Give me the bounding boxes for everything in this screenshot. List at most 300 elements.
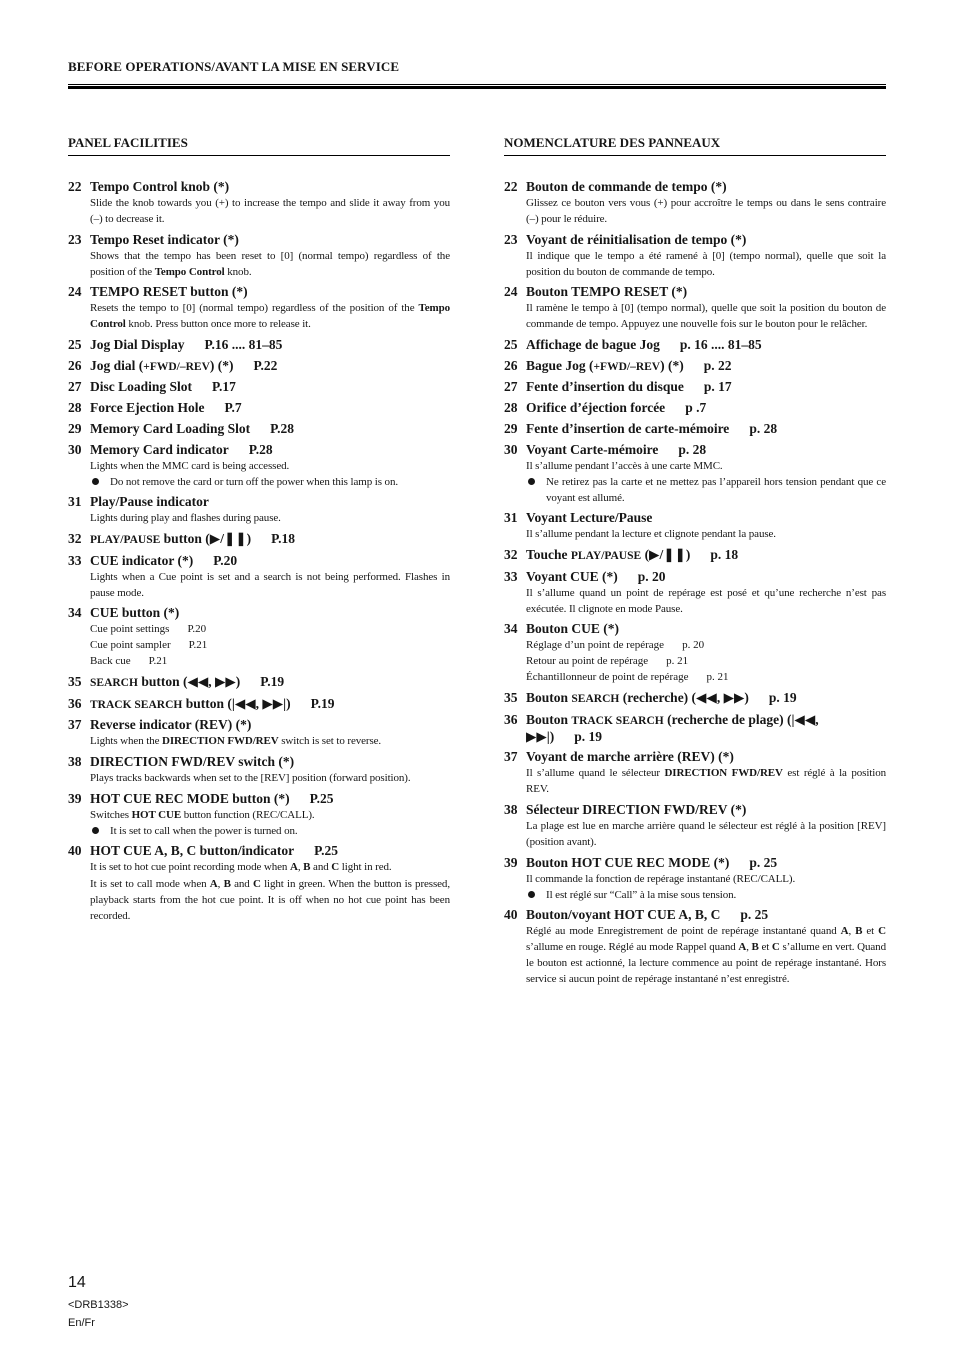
item-number: 36 (68, 695, 82, 711)
item-title (90, 232, 450, 248)
feature-item-36 (68, 696, 450, 713)
item-title (90, 379, 450, 395)
item-number: 25 (68, 337, 82, 353)
document-code: <DRB1338> (68, 1299, 129, 1311)
item-title (526, 337, 886, 353)
bold-term: DIRECTION FWD/REV (664, 767, 783, 780)
text-segment: Memory Card indicator (90, 441, 229, 457)
section-heading-english: PANEL FACILITIES (68, 135, 450, 156)
sub-item (526, 669, 886, 685)
sub-item-page: P.20 (187, 623, 207, 636)
item-title (90, 284, 450, 300)
sub-item-page: p. 20 (682, 639, 705, 652)
item-page-ref: P.18 (271, 530, 295, 546)
text-segment: Jog dial ( (90, 357, 144, 373)
item-body (90, 553, 450, 601)
item-number: 28 (504, 400, 518, 416)
item-body (90, 421, 450, 437)
item-title (90, 358, 450, 375)
text-segment: Bouton HOT CUE REC MODE (*) (526, 854, 730, 870)
sub-item-page: P.21 (188, 639, 208, 652)
feature-item-37 (504, 749, 886, 797)
item-body (526, 284, 886, 332)
item-page-ref: P.16 .... 81–85 (204, 337, 283, 353)
item-page-ref: P.22 (253, 357, 278, 373)
small-caps-term: +FWD/–REV (593, 360, 661, 373)
text-segment: ) (*) (209, 357, 234, 373)
item-title (526, 690, 886, 707)
bold-term: A (738, 941, 747, 954)
item-body (526, 421, 886, 437)
bold-term: B (751, 941, 759, 954)
item-title (526, 358, 886, 375)
item-number: 23 (68, 231, 82, 247)
bold-term: C (331, 861, 340, 874)
item-page-ref: P.19 (310, 695, 335, 711)
text-segment: Voyant CUE (*) (526, 568, 618, 584)
item-title (526, 442, 886, 458)
item-title (90, 674, 450, 691)
sub-list (90, 621, 450, 669)
sub-item (90, 653, 450, 669)
item-page-ref: P.20 (213, 552, 238, 568)
item-body (90, 717, 450, 749)
text-segment: Disc Loading Slot (90, 379, 193, 395)
item-body (526, 802, 886, 850)
text-segment: Il indique que le tempo a été ramené à [0] (tempo normal), quelle que soit la position du bouton de commande de tempo. (526, 249, 886, 278)
bold-term: B (855, 925, 863, 938)
feature-item-29 (504, 421, 886, 437)
sub-item (526, 653, 886, 669)
item-number: 23 (504, 231, 518, 247)
feature-item-32 (68, 531, 450, 548)
item-page-ref: p. 25 (740, 907, 769, 923)
text-segment: knob. (224, 265, 252, 278)
feature-item-40 (504, 907, 886, 987)
item-body (526, 712, 886, 745)
text-segment: Play/Pause indicator (90, 494, 209, 510)
bullet-icon (528, 891, 535, 898)
item-body (90, 605, 450, 669)
text-segment: est réglé à la position REV. (526, 767, 886, 796)
item-body (90, 179, 450, 227)
text-segment: Sélecteur DIRECTION FWD/REV (*) (526, 802, 747, 817)
sub-item-label: Retour au point de repérage (526, 655, 649, 668)
item-title (526, 379, 886, 395)
text-segment: et (758, 941, 772, 954)
text-segment: Fente d’insertion de carte-mémoire (526, 420, 730, 436)
item-page-ref: P.25 (314, 843, 339, 859)
item-body (526, 569, 886, 617)
bullet-note (526, 887, 886, 903)
bold-term: C (252, 878, 261, 891)
text-segment: Lights when a Cue point is set and a search is not being performed. Flashes in pause mode. (90, 570, 450, 599)
item-body (90, 232, 450, 280)
item-title (526, 232, 886, 248)
item-page-ref: p. 20 (637, 568, 666, 584)
item-page-ref: P.28 (270, 420, 295, 436)
item-page-ref: P.7 (224, 400, 242, 416)
text-segment: Voyant Lecture/Pause (526, 510, 653, 526)
item-title (526, 547, 886, 564)
item-page-ref: P.17 (212, 379, 236, 395)
text-segment: , (746, 941, 752, 954)
item-description (526, 195, 886, 227)
text-segment: Lights when the (90, 735, 163, 748)
feature-item-25 (68, 337, 450, 353)
small-caps-term: PLAY/PAUSE (570, 549, 642, 562)
item-description (526, 526, 886, 542)
item-page-ref: P.28 (248, 441, 273, 457)
item-body (526, 179, 886, 227)
text-segment: DIRECTION FWD/REV switch (*) (90, 754, 295, 769)
item-page-ref: p. 28 (749, 420, 778, 436)
item-number: 26 (504, 357, 518, 373)
item-number: 40 (68, 843, 82, 859)
text-segment: , (297, 861, 304, 874)
item-page-ref: p. 18 (710, 546, 739, 562)
text-segment: and (230, 878, 253, 891)
item-body (526, 232, 886, 280)
bold-term: C (771, 941, 780, 954)
item-title (526, 907, 886, 923)
item-number: 31 (68, 494, 82, 510)
small-caps-term: +FWD/–REV (143, 360, 210, 373)
english-column (68, 135, 450, 929)
text-segment: Bouton CUE (*) (526, 621, 620, 637)
text-segment: knob. Press button once more to release it. (125, 318, 311, 331)
item-number: 24 (504, 284, 518, 300)
feature-item-38 (68, 754, 450, 786)
text-segment: Il ramène le tempo à [0] (tempo normal), quelle que soit la position du bouton de commande de tempo. Appuyez une nouvelle fois sur le bouton pour le relâcher. (526, 302, 886, 331)
bullet-text: It is set to call when the power is turned on. (110, 824, 298, 837)
item-description (526, 248, 886, 280)
item-body (90, 674, 450, 691)
item-page-ref: p .7 (685, 400, 707, 416)
feature-item-22 (504, 179, 886, 227)
text-segment: Affichage de bague Jog (526, 337, 660, 353)
sub-item-label: Cue point settings (90, 623, 170, 636)
feature-item-28 (504, 400, 886, 416)
item-description (526, 818, 886, 850)
text-segment: La plage est lue en marche arrière quand le sélecteur est réglé à la position [REV] (position avant). (526, 820, 886, 848)
item-body (526, 547, 886, 564)
feature-item-27 (504, 379, 886, 395)
item-number: 30 (68, 441, 82, 457)
item-description (90, 248, 450, 280)
text-segment: Reverse indicator (REV) (*) (90, 717, 252, 733)
bullet-note (90, 474, 450, 490)
text-segment: Glissez ce bouton vers vous (+) pour accroître le temps ou dans le sens contraire (–) pour le réduire. (526, 197, 886, 225)
text-segment: Touche (526, 546, 571, 562)
bold-term: C (878, 925, 886, 938)
text-segment: Voyant Carte-mémoire (526, 441, 659, 457)
sub-item-label: Échantillonneur de point de repérage (526, 671, 689, 684)
item-title (90, 717, 450, 733)
item-number: 29 (68, 420, 82, 436)
text-segment: Shows that the tempo has been reset to [0] (normal tempo) regardless of the position of the (90, 249, 450, 278)
text-segment: It is set to hot cue point recording mode when (90, 861, 290, 874)
item-body (90, 696, 450, 713)
text-segment: CUE indicator (*) (90, 552, 194, 568)
sub-item-label: Réglage d’un point de repérage (526, 639, 665, 652)
item-description (90, 807, 450, 823)
text-segment: Il commande la fonction de repérage instantané (REC/CALL). (526, 872, 796, 885)
sub-item-label: Cue point sampler (90, 639, 171, 652)
item-page-ref: p. 25 (749, 854, 778, 870)
sub-item (90, 637, 450, 653)
item-page-ref: p. 19 (574, 728, 602, 744)
item-number: 40 (504, 907, 518, 923)
item-page-ref: p. 19 (768, 689, 797, 705)
item-body (90, 284, 450, 332)
text-segment: button (▶/❚❚) (160, 530, 252, 546)
item-title (90, 442, 450, 458)
item-description (90, 770, 450, 786)
text-segment: (recherche) (◀◀, ▶▶) (619, 689, 749, 705)
text-segment: Slide the knob towards you (+) to increase the tempo and slide it away from you (–) to decrease it. (90, 197, 450, 225)
item-body (526, 749, 886, 797)
item-page-ref: p. 16 .... 81–85 (679, 337, 762, 353)
item-number: 31 (504, 510, 518, 526)
item-number: 36 (504, 711, 518, 727)
item-description (526, 923, 886, 987)
item-number: 37 (504, 749, 518, 765)
feature-item-30 (68, 442, 450, 490)
text-segment: button (◀◀, ▶▶) (137, 673, 241, 689)
sub-item-page: p. 21 (706, 671, 729, 684)
item-number: 35 (68, 673, 82, 689)
item-description (90, 859, 450, 875)
sub-item-page: P.21 (148, 655, 168, 668)
text-segment: HOT CUE REC MODE button (*) (90, 790, 290, 806)
item-description (90, 195, 450, 227)
item-title (90, 843, 450, 859)
item-description (90, 458, 450, 474)
sub-list (526, 637, 886, 685)
text-segment: Plays tracks backwards when set to the [REV] position (forward position). (90, 772, 411, 784)
item-number: 34 (504, 621, 518, 637)
text-segment: Voyant de réinitialisation de tempo (*) (526, 231, 747, 247)
text-segment: s’allume en vert. Quand le bouton est actionné, la lecture commence au point de repérage instantané. Hors service si aucun point de repérage instantané n’est enregistré. (526, 941, 886, 986)
item-number: 24 (68, 284, 82, 300)
feature-item-26 (68, 358, 450, 375)
text-segment: Lights during play and flashes during pause. (90, 512, 281, 525)
bold-term: B (223, 878, 231, 891)
item-title (526, 802, 886, 818)
header-rule-thin (68, 84, 886, 85)
text-segment: It is set to call mode when (90, 878, 210, 891)
text-segment: , (217, 878, 224, 891)
item-title (526, 749, 886, 765)
item-description (90, 876, 450, 924)
header-rule-thick (68, 86, 886, 89)
sub-item (90, 621, 450, 637)
item-title (90, 605, 450, 621)
item-body (526, 442, 886, 506)
item-title (526, 400, 886, 416)
item-title (90, 494, 450, 510)
bullet-note (526, 474, 886, 506)
item-number: 32 (504, 546, 518, 562)
item-number: 25 (504, 337, 518, 353)
feature-item-40 (68, 843, 450, 924)
item-title (526, 621, 886, 637)
text-segment: Bouton (526, 711, 572, 727)
item-body (526, 621, 886, 685)
item-title (90, 179, 450, 195)
text-segment: Il s’allume pendant la lecture et clignote pendant la pause. (526, 528, 776, 541)
item-title (526, 712, 886, 745)
small-caps-term: SEARCH (90, 676, 138, 689)
item-description (526, 300, 886, 332)
text-segment: Bouton de commande de tempo (*) (526, 179, 727, 194)
item-number: 29 (504, 420, 518, 436)
item-number: 38 (68, 754, 82, 769)
item-page-ref: P.25 (309, 790, 334, 806)
page-header-title: BEFORE OPERATIONS/AVANT LA MISE EN SERVICE (68, 59, 400, 74)
bold-term: Tempo Control (90, 302, 450, 331)
bullet-icon (92, 478, 99, 485)
feature-item-31 (504, 510, 886, 542)
feature-item-27 (68, 379, 450, 395)
feature-item-32 (504, 547, 886, 564)
feature-item-39 (504, 855, 886, 903)
item-number: 33 (68, 552, 82, 568)
text-segment: Force Ejection Hole (90, 400, 205, 416)
item-number: 30 (504, 441, 518, 457)
sub-item-page: p. 21 (666, 655, 689, 668)
bold-term: HOT CUE (131, 808, 182, 821)
text-segment: s’allume en rouge. Réglé au mode Rappel quand (526, 941, 739, 954)
small-caps-term: SEARCH (571, 692, 620, 705)
text-segment: HOT CUE A, B, C button/indicator (90, 843, 295, 859)
text-segment: Switches (90, 808, 132, 821)
feature-item-36 (504, 712, 886, 745)
text-segment: Bouton/voyant HOT CUE A, B, C (526, 907, 721, 923)
feature-item-34 (504, 621, 886, 685)
small-caps-term: TRACK SEARCH (90, 698, 183, 711)
item-description (526, 871, 886, 887)
text-segment: ) (*) (660, 357, 684, 373)
bold-term: A (840, 925, 849, 938)
item-title (90, 754, 450, 770)
item-description (526, 585, 886, 617)
bold-term: Tempo Control (154, 265, 225, 278)
item-body (90, 358, 450, 375)
feature-list-french (504, 179, 886, 987)
text-segment: Memory Card Loading Slot (90, 420, 251, 436)
item-body (526, 358, 886, 375)
item-number: 38 (504, 802, 518, 817)
text-segment: , (848, 925, 856, 938)
item-title (90, 791, 450, 807)
bold-term: DIRECTION FWD/REV (162, 735, 279, 748)
item-body (90, 379, 450, 395)
bullet-text: Do not remove the card or turn off the power when this lamp is on. (110, 475, 398, 488)
item-number: 27 (504, 379, 518, 395)
page-number: 14 (68, 1274, 86, 1291)
item-body (90, 442, 450, 490)
text-segment: (recherche de plage) (|◀◀, ▶▶|) (526, 711, 819, 744)
text-segment: Bouton TEMPO RESET (*) (526, 284, 688, 300)
bullet-note (90, 823, 450, 839)
feature-item-33 (504, 569, 886, 617)
feature-item-28 (68, 400, 450, 416)
text-segment: light in red. (339, 861, 392, 874)
item-title (526, 510, 886, 526)
text-segment: TEMPO RESET button (*) (90, 284, 248, 300)
text-segment: switch is set to reverse. (278, 735, 382, 748)
item-number: 28 (68, 400, 82, 416)
bullet-text: Il est réglé sur “Call” à la mise sous tension. (546, 888, 737, 901)
sub-item (526, 637, 886, 653)
item-title (90, 696, 450, 713)
text-segment: and (310, 861, 332, 874)
feature-item-35 (68, 674, 450, 691)
feature-item-38 (504, 802, 886, 850)
text-segment: button (|◀◀, ▶▶|) (182, 695, 291, 711)
item-title (90, 400, 450, 416)
item-page-ref: p. 17 (703, 379, 732, 395)
item-body (90, 754, 450, 786)
feature-item-31 (68, 494, 450, 526)
item-description (526, 458, 886, 474)
feature-item-24 (504, 284, 886, 332)
text-segment: button function (REC/CALL). (181, 808, 315, 821)
text-segment: Bague Jog ( (526, 357, 594, 373)
item-title (526, 569, 886, 585)
text-segment: light in green. When the button is pressed, playback starts from the hot cue point. It is off when no hot cue point has been recorded. (90, 878, 450, 923)
feature-item-35 (504, 690, 886, 707)
feature-item-39 (68, 791, 450, 839)
item-body (526, 337, 886, 353)
item-number: 33 (504, 568, 518, 584)
item-number: 27 (68, 379, 82, 395)
feature-item-33 (68, 553, 450, 601)
feature-item-22 (68, 179, 450, 227)
item-title (90, 531, 450, 548)
item-body (90, 337, 450, 353)
item-title (526, 179, 886, 195)
bullet-icon (92, 827, 99, 834)
text-segment: Orifice d’éjection forcée (526, 400, 666, 416)
french-column (504, 135, 886, 992)
item-title (526, 421, 886, 437)
text-segment: (▶/❚❚) (641, 546, 691, 562)
item-body (90, 400, 450, 416)
item-number: 22 (504, 179, 518, 194)
item-description (90, 733, 450, 749)
feature-list-english (68, 179, 450, 924)
item-number: 26 (68, 357, 82, 373)
feature-item-34 (68, 605, 450, 669)
item-number: 37 (68, 717, 82, 733)
small-caps-term: TRACK SEARCH (571, 714, 664, 727)
text-segment: Il s’allume pendant l’accès à une carte MMC. (526, 459, 723, 472)
text-segment: Il s’allume quand le sélecteur (526, 767, 665, 780)
text-segment: Resets the tempo to [0] (normal tempo) regardless of the position of the (90, 302, 419, 315)
item-page-ref: p. 28 (678, 441, 707, 457)
item-number: 39 (68, 790, 82, 806)
feature-item-25 (504, 337, 886, 353)
item-body (90, 791, 450, 839)
item-number: 35 (504, 689, 518, 705)
bullet-icon (528, 478, 535, 485)
item-title (90, 421, 450, 437)
item-description (90, 569, 450, 601)
item-title (526, 284, 886, 300)
